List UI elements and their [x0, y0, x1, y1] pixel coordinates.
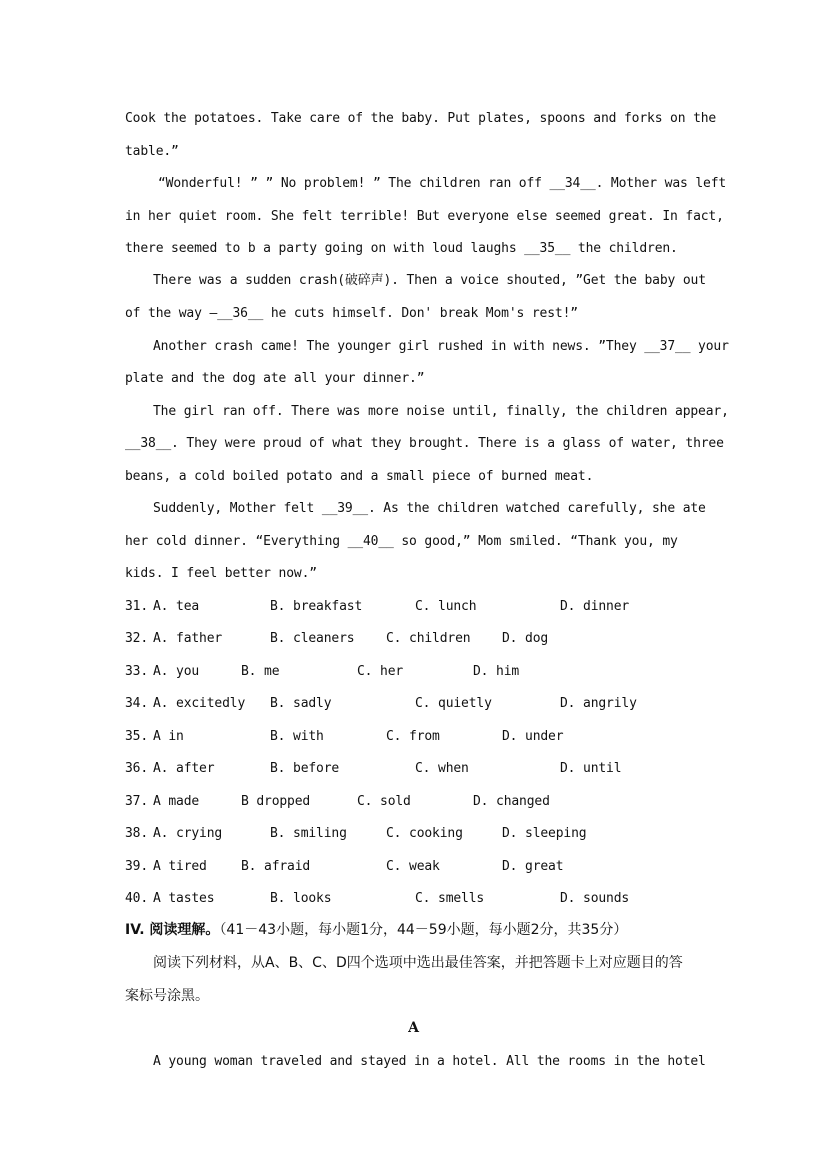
passage-line: kids. I feel better now.”: [125, 566, 317, 581]
section-instruction: 阅读下列材料，从A、B、C、D四个选项中选出最佳答案，并把答题卡上对应题目的答: [153, 955, 683, 971]
option-a: A. crying: [153, 826, 223, 841]
option-a: A tired: [153, 859, 207, 874]
option-c: C. sold: [357, 794, 411, 809]
option-d: D. great: [502, 859, 564, 874]
passage-line: table.”: [125, 144, 179, 159]
question-number: 40.: [125, 891, 149, 906]
option-b: B dropped: [241, 794, 311, 809]
passage-line: in her quiet room. She felt terrible! But everyone else seemed great. In fact,: [125, 209, 724, 224]
question-number: 31.: [125, 599, 149, 614]
option-b: B. me: [241, 664, 280, 679]
option-c: C. quietly: [415, 696, 492, 711]
option-d: D. sounds: [560, 891, 630, 906]
option-d: D. changed: [473, 794, 550, 809]
option-c: C. her: [357, 664, 404, 679]
option-d: D. angrily: [560, 696, 637, 711]
question-number: 35.: [125, 729, 149, 744]
section-label: IV. 阅读理解。: [125, 922, 220, 938]
section-detail: （41－43小题，每小题1分，44－59小题，每小题2分，共35分）: [219, 922, 628, 938]
question-number: 37.: [125, 794, 149, 809]
passage-line: “Wonderful! ” ” No problem! ” The children ran off __34__. Mother was left: [158, 176, 727, 191]
option-a: A. you: [153, 664, 200, 679]
passage-line: her cold dinner. “Everything __40__ so good,” Mom smiled. “Thank you, my: [125, 534, 678, 549]
option-d: D. dinner: [560, 599, 630, 614]
passage-line: beans, a cold boiled potato and a small piece of burned meat.: [125, 469, 594, 484]
section-heading: [125, 920, 627, 940]
option-d: D. until: [560, 761, 622, 776]
option-c: C. children: [386, 631, 471, 646]
question-number: 39.: [125, 859, 149, 874]
passage-line: A young woman traveled and stayed in a hotel. All the rooms in the hotel: [153, 1054, 706, 1069]
section-instruction: 案标号涂黑。: [125, 988, 209, 1004]
option-d: D. him: [473, 664, 520, 679]
option-a: A. after: [153, 761, 215, 776]
option-a: A in: [153, 729, 184, 744]
option-a: A made: [153, 794, 200, 809]
option-b: B. afraid: [241, 859, 311, 874]
option-d: D. under: [502, 729, 564, 744]
passage-line: There was a sudden crash(破碎声). Then a voice shouted, ”Get the baby out: [153, 273, 706, 288]
option-a: A. tea: [153, 599, 200, 614]
option-a: A tastes: [153, 891, 215, 906]
option-b: B. breakfast: [270, 599, 363, 614]
option-b: B. looks: [270, 891, 332, 906]
option-b: B. with: [270, 729, 324, 744]
passage-line: there seemed to b a party going on with loud laughs __35__ the children.: [125, 241, 678, 256]
option-b: B. smiling: [270, 826, 347, 841]
passage-line: The girl ran off. There was more noise until, finally, the children appear,: [153, 404, 729, 419]
option-c: C. smells: [415, 891, 485, 906]
passage-line: __38__. They were proud of what they brought. There is a glass of water, three: [125, 436, 724, 451]
option-d: D. dog: [502, 631, 549, 646]
option-a: A. father: [153, 631, 223, 646]
option-a: A. excitedly: [153, 696, 246, 711]
option-c: C. from: [386, 729, 440, 744]
question-number: 32.: [125, 631, 149, 646]
option-b: B. before: [270, 761, 340, 776]
part-title: A: [408, 1020, 419, 1036]
passage-line: of the way —__36__ he cuts himself. Don' break Mom's rest!”: [125, 306, 578, 321]
option-b: B. cleaners: [270, 631, 355, 646]
passage-line: plate and the dog ate all your dinner.”: [125, 371, 425, 386]
option-c: C. cooking: [386, 826, 463, 841]
option-c: C. lunch: [415, 599, 477, 614]
option-c: C. weak: [386, 859, 440, 874]
question-number: 38.: [125, 826, 149, 841]
option-c: C. when: [415, 761, 469, 776]
question-number: 34.: [125, 696, 149, 711]
passage-line: Suddenly, Mother felt __39__. As the children watched carefully, she ate: [153, 501, 706, 516]
option-b: B. sadly: [270, 696, 332, 711]
option-d: D. sleeping: [502, 826, 587, 841]
passage-line: Another crash came! The younger girl rushed in with news. ”They __37__ your: [153, 339, 729, 354]
passage-line: Cook the potatoes. Take care of the baby. Put plates, spoons and forks on the: [125, 111, 717, 126]
question-number: 33.: [125, 664, 149, 679]
question-number: 36.: [125, 761, 149, 776]
